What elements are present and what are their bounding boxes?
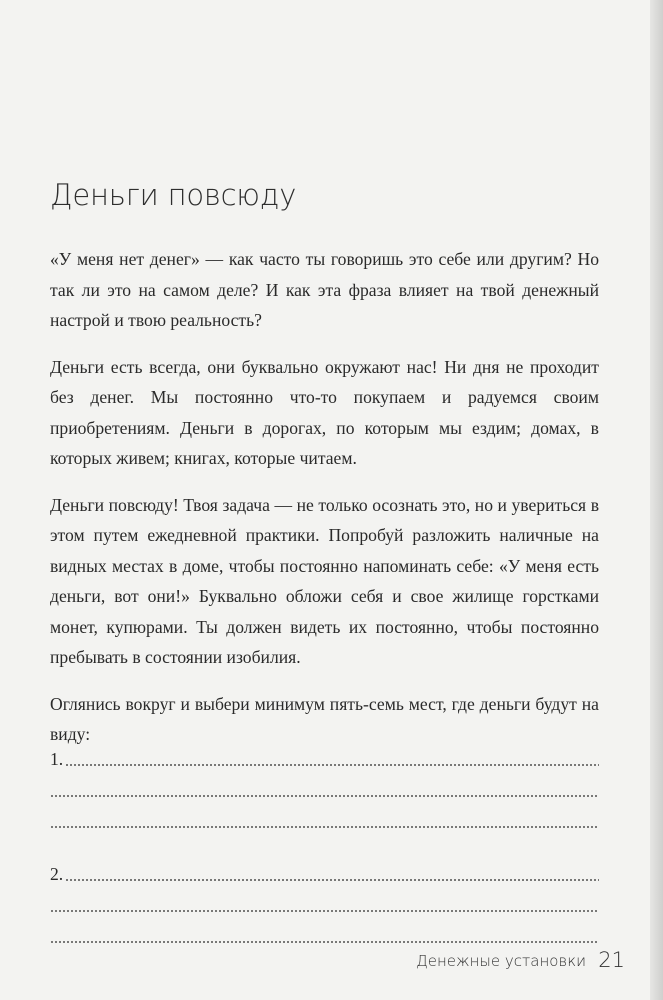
dotted-line (50, 825, 599, 829)
running-footer-title: Денежные установки (416, 952, 586, 970)
page-footer (0, 948, 650, 978)
paragraph: Оглянись вокруг и выбери минимум пять-семь мест, где деньги будут на виду: (50, 693, 599, 744)
answer-line-1-continued[interactable] (50, 771, 599, 802)
dotted-line (50, 909, 599, 913)
answer-line-2-continued[interactable] (50, 917, 599, 948)
item-number: 1. (50, 749, 64, 770)
answer-line-1-continued[interactable] (50, 802, 599, 833)
body-text (50, 244, 599, 766)
page-edge-shadow (650, 0, 663, 1000)
paragraph: Деньги повсюду! Твоя задача — не только осознать это, но и увериться в этом путем ежедневной практики. Попробуй разложить наличные на видных местах в доме, чтобы постоянно напоминать себе: «У меня есть деньги, вот они!» Буквально обложи себя и свое жилище горстками монет, купюрами. Ты должен видеть их постоянно, чтобы постоянно пребывать в состоянии изобилия. (50, 494, 599, 667)
dotted-line (65, 878, 599, 882)
answer-line-2[interactable] (50, 855, 599, 886)
dotted-line (65, 763, 599, 767)
answer-line-2-continued[interactable] (50, 886, 599, 917)
answer-line-1[interactable] (50, 740, 599, 771)
page-heading: Деньги повсюду (50, 178, 297, 212)
answer-lines (50, 740, 599, 948)
dotted-line (50, 794, 599, 798)
page-number: 21 (598, 948, 625, 972)
item-number: 2. (50, 864, 64, 885)
dotted-line (50, 940, 599, 944)
paragraph: «У меня нет денег» — как часто ты говоришь это себе или другим? Но так ли это на самом деле? И как эта фраза влияет на твой денежный настрой и твою реальность? (50, 249, 599, 330)
paragraph: Деньги есть всегда, они буквально окружают нас! Ни дня не проходит без денег. Мы постоянно что-то покупаем и радуемся своим приобретениям. Деньги в дорогах, по которым мы ездим; домах, в которых живем; книгах, которые читаем. (50, 356, 599, 468)
